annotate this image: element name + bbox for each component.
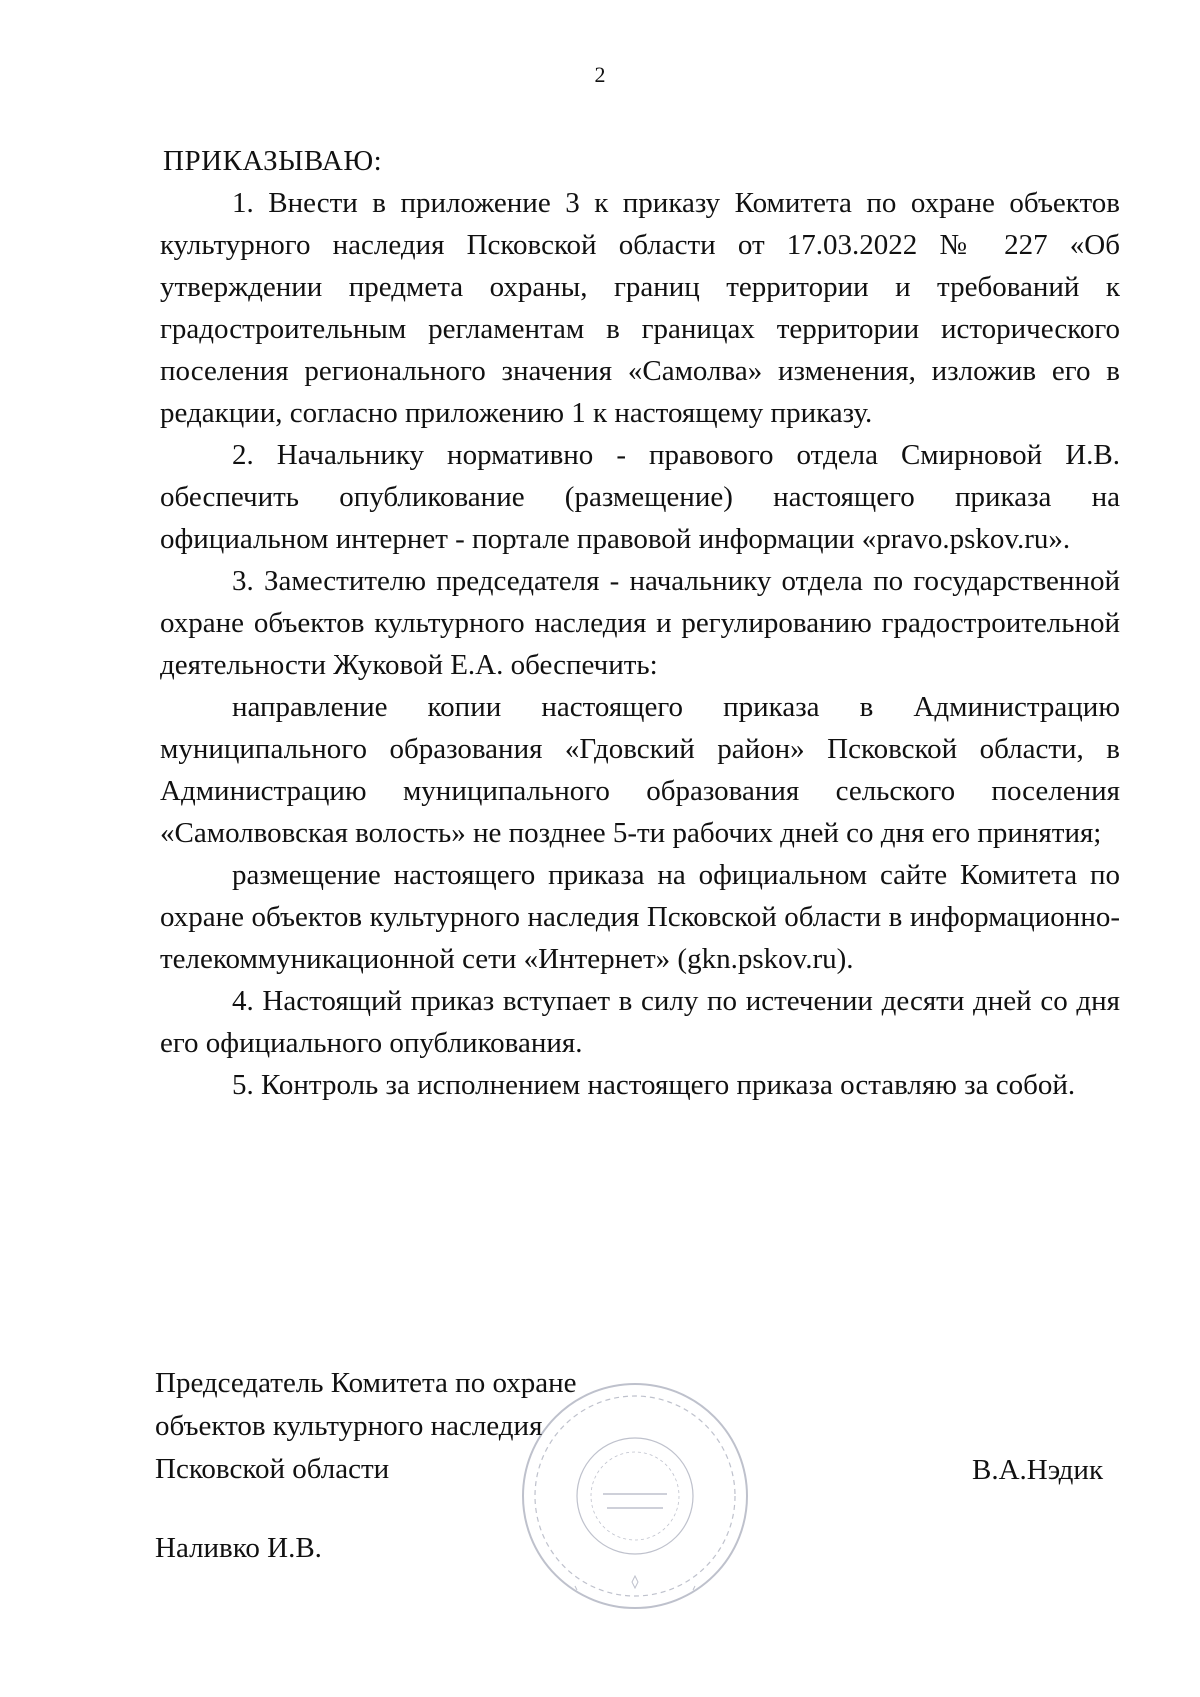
order-heading: ПРИКАЗЫВАЮ: xyxy=(163,145,383,177)
order-item-4: 4. Настоящий приказ вступает в силу по истечении десяти дней со дня его официального опубликования. xyxy=(160,985,1120,1059)
signer-title-line-3: Псковской области xyxy=(155,1453,390,1485)
signer-title-line-1: Председатель Комитета по охране xyxy=(155,1367,577,1399)
document-body xyxy=(160,140,1120,1106)
signature-block xyxy=(155,1362,1115,1491)
order-item-3: 3. Заместителю председателя - начальнику отдела по государственной охране объектов культурного наследия и регулированию градостроительной деятельности Жуковой Е.А. обеспечить: xyxy=(160,565,1120,681)
signer-name: В.А.Нэдик xyxy=(972,1454,1104,1486)
order-item-2: 2. Начальнику нормативно - правового отдела Смирновой И.В. обеспечить опубликование (размещение) настоящего приказа на официальном интернет - портале правовой информации «pravo.pskov.ru». xyxy=(160,439,1120,555)
signer-title-line-2: объектов культурного наследия xyxy=(155,1410,543,1442)
order-item-1: 1. Внести в приложение 3 к приказу Комитета по охране объектов культурного наследия Псковской области от 17.03.2022 № 227 «Об утверждении предмета охраны, границ территории и требований к градостроительным регламентам в границах территории исторического поселения регионального значения «Самолва» изменения, изложив его в редакции, согласно приложению 1 к настоящему приказу. xyxy=(160,187,1120,429)
order-item-5: 5. Контроль за исполнением настоящего приказа оставляю за собой. xyxy=(232,1069,1076,1101)
executor-name: Наливко И.В. xyxy=(155,1532,322,1564)
order-item-3-subitem-2: размещение настоящего приказа на официальном сайте Комитета по охране объектов культурного наследия Псковской области в информационно-телекоммуникационной сети «Интернет» (gkn.pskov.ru). xyxy=(160,859,1120,975)
page-number: 2 xyxy=(594,62,606,87)
order-item-3-subitem-1: направление копии настоящего приказа в Администрацию муниципального образования «Гдовский район» Псковской области, в Администрацию муниципального образования сельского поселения «Самолвовская волость» не позднее 5-ти рабочих дней со дня его принятия; xyxy=(160,691,1120,849)
